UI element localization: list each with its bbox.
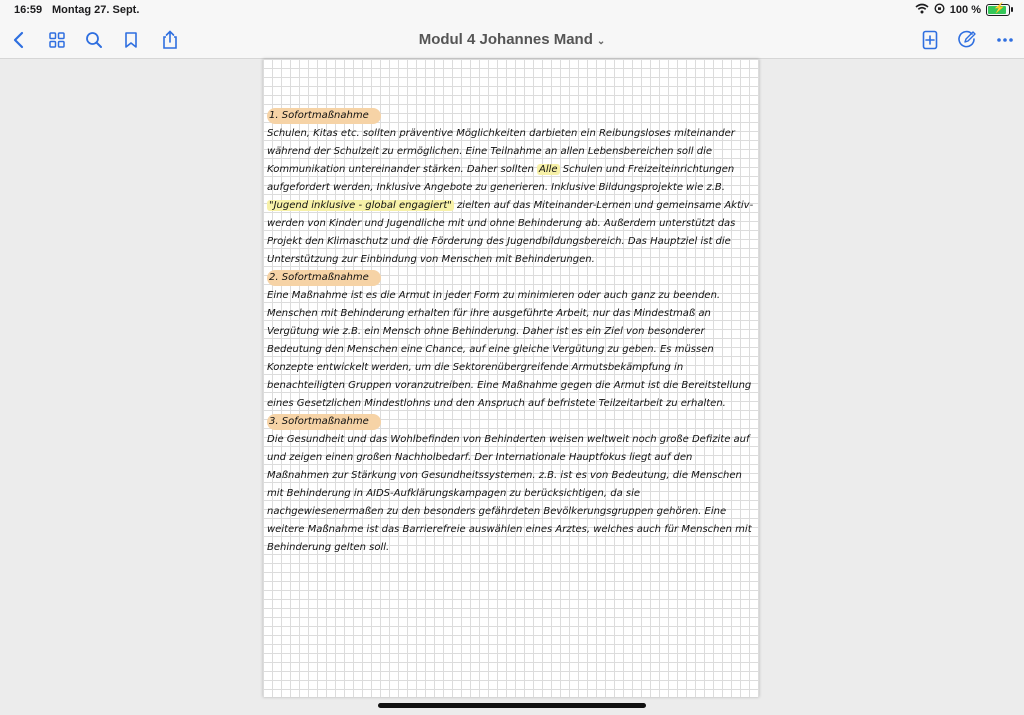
pencil-circle-icon: [957, 30, 977, 50]
charging-bolt-icon: ⚡: [993, 3, 1006, 14]
status-time: 16:59: [14, 4, 43, 16]
document-title-button[interactable]: [0, 31, 1024, 48]
status-indicators: [915, 3, 1010, 17]
highlight-alle: Alle: [539, 164, 558, 175]
section-1-text-after: zielten auf das Miteinander-Lernen und gemeinsame Aktiv-werden von Kinder und Jugendliche mit und ohne Behinderung ab. Außerdem unterstützt das Projekt den Klimaschutz und die Förderung des Jugendbildungsbereich. Das Hauptziel ist die Unterstützung zur Einbindung von Menschen mit Behinderungen.: [267, 200, 754, 265]
more-button[interactable]: [993, 28, 1017, 52]
status-date: Montag 27. Sept.: [52, 4, 140, 16]
battery-icon: [986, 4, 1010, 16]
wifi-icon: [915, 3, 929, 17]
add-page-button[interactable]: [918, 28, 942, 52]
more-icon: [996, 37, 1014, 43]
section-heading-1: 1. Sofortmaßnahme: [267, 108, 381, 124]
section-heading-2: 2. Sofortmaßnahme: [267, 270, 381, 286]
orientation-lock-icon: [934, 3, 945, 17]
handwritten-notes: [267, 107, 757, 557]
section-text-2: Eine Maßnahme ist es die Armut in jeder Form zu minimieren oder auch ganz zu beenden. Menschen mit Behinderung erhalten für ihre ausgeführte Arbeit, nur das Mindestmaß an Vergütung wie z.B. ein Mensch ohne Behinderung. Daher ist es ein Ziel von besonderer Bedeutung den Menschen eine Chance, auf eine gleiche Vergütung zu geben. Es müssen Konzepte entwickelt werden, um die Sektorenübergreifende Armutsbekämpfung in benachteiligten Gruppen voranzutreiben. Eine Maßnahme gegen die Armut ist die Bereitstellung eines Gesetzlichen Mindestlohns und den Anspruch auf befristete Teilzeitarbeit zu erhalten.: [267, 290, 752, 409]
status-bar: [0, 0, 1024, 22]
document-canvas[interactable]: [0, 59, 1024, 715]
section-1-text-before: Schulen, Kitas etc. sollten präventive Möglichkeiten darbieten ein Reibungsloses miteinander während der Schulzeit zu ermöglichen. Eine Teilnahme an allen Lebensbereichen soll die Kommunikation untereinander stärken. Daher sollten: [267, 128, 735, 175]
document-title: Modul 4 Johannes Mand: [418, 31, 593, 48]
section-text-1: [267, 125, 757, 269]
section-heading-3: 3. Sofortmaßnahme: [267, 414, 381, 430]
add-page-icon: [922, 30, 938, 50]
edit-mode-button[interactable]: [955, 28, 979, 52]
highlight-project-name: "Jugend inklusive - global engagiert": [269, 200, 452, 211]
home-indicator[interactable]: [378, 703, 646, 708]
note-page[interactable]: [263, 59, 759, 697]
section-text-3: Die Gesundheit und das Wohlbefinden von Behinderten weisen weltweit noch große Defizite auf und zeigen einen großen Nachholbedarf. Der Internationale Hauptfokus liegt auf den Maßnahmen zur Stärkung von Gesundheitssystemen. z.B. ist es von Bedeutung, die Menschen mit Behinderung in AIDS-Aufklärungskampagen zu berücksichtigen, da sie nachgewiesenermaßen zu den besonders gefährdeten Bevölkerungsgruppen gehören. Eine weitere Maßnahme ist das Barrierefreie auswählen eines Arztes, welches auch für Menschen mit Behinderung gelten soll.: [267, 434, 752, 553]
app-toolbar: [0, 22, 1024, 59]
battery-percent: 100 %: [949, 4, 981, 16]
chevron-down-icon: ⌄: [596, 36, 606, 47]
section-1-text-middle: Schulen und Freizeiteinrichtungen aufgefordert werden, Inklusive Angebote zu generieren. Inklusive Bildungsprojekte wie z.B.: [267, 164, 735, 193]
